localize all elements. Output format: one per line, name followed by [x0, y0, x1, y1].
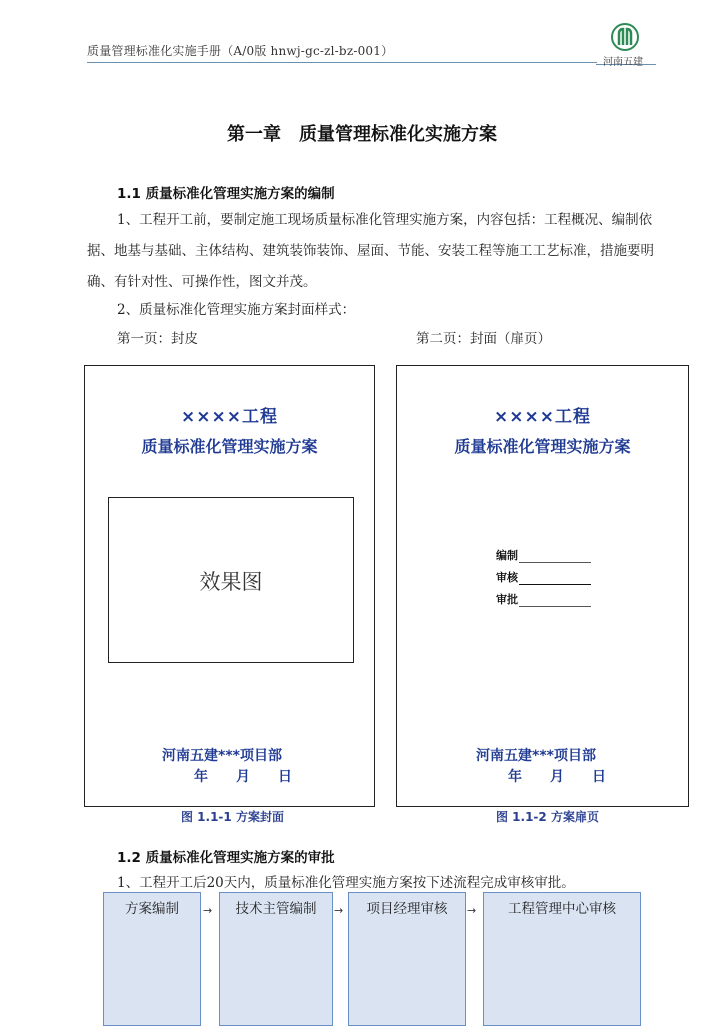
effect-image-label: 效果图 — [199, 570, 263, 594]
document-header-title: 质量管理标准化实施手册（A/0版 hnwj-gc-zl-bz-001） — [87, 44, 394, 58]
sign-compile-line — [519, 552, 591, 563]
page1-label: 第一页：封皮 — [117, 331, 198, 347]
flow-step-4-label: 工程管理中心审核 — [508, 901, 616, 917]
flow-step-4 — [483, 892, 641, 1026]
logo-text: 河南五建 — [603, 57, 643, 68]
flow-arrow-3: → — [467, 904, 477, 917]
chapter-title: 第一章 质量管理标准化实施方案 — [227, 124, 497, 145]
sign-review-line — [519, 574, 591, 585]
sign-compile-row — [496, 547, 591, 563]
sign-approve-row — [496, 591, 591, 607]
cover1-title-plan: 质量标准化管理实施方案 — [141, 437, 318, 456]
section-1-1-paragraph-2: 2、质量标准化管理实施方案封面样式： — [117, 302, 356, 318]
flow-arrow-2: → — [334, 904, 344, 917]
flow-step-3 — [348, 892, 466, 1026]
sign-approve-label: 审批 — [496, 593, 518, 606]
cover-sample-2 — [396, 365, 689, 807]
flow-arrow-1: → — [203, 904, 213, 917]
section-1-1-title: 1.1 质量标准化管理实施方案的编制 — [117, 186, 335, 202]
cover2-date: 年 月 日 — [508, 769, 606, 785]
sign-review-row — [496, 569, 591, 585]
flow-step-2 — [219, 892, 333, 1026]
section-1-1-paragraph-1: 1、工程开工前，要制定施工现场质量标准化管理实施方案，内容包括：工程概况、编制依据、地基与基础、主体结构、建筑装饰装饰、屋面、节能、安装工程等施工工艺标准，措施要明确、有针对性、可操作性，图文并茂。 — [87, 212, 654, 290]
sign-review-label: 审核 — [496, 571, 518, 584]
effect-image-placeholder — [108, 497, 354, 663]
cover-sample-1 — [84, 365, 375, 807]
sign-compile-label: 编制 — [496, 549, 518, 562]
figure-caption-2: 图 1.1-2 方案扉页 — [496, 810, 599, 824]
page2-label: 第二页：封面（扉页） — [416, 331, 551, 347]
cover1-title-project: ××××工程 — [181, 407, 278, 427]
cover1-dept: 河南五建***项目部 — [162, 748, 282, 764]
flow-step-2-label: 技术主管编制 — [235, 901, 317, 917]
cover2-title-plan: 质量标准化管理实施方案 — [454, 437, 631, 456]
header-divider — [87, 62, 597, 63]
section-1-2-title: 1.2 质量标准化管理实施方案的审批 — [117, 850, 335, 866]
flow-step-1-label: 方案编制 — [125, 901, 179, 917]
cover1-date: 年 月 日 — [194, 769, 292, 785]
flow-step-1 — [103, 892, 201, 1026]
cover2-dept: 河南五建***项目部 — [476, 748, 596, 764]
figure-caption-1: 图 1.1-1 方案封面 — [181, 810, 284, 824]
flow-step-3-label: 项目经理审核 — [366, 901, 448, 917]
cover2-title-project: ××××工程 — [494, 407, 591, 427]
section-1-2-paragraph-1: 1、工程开工后20天内，质量标准化管理实施方案按下述流程完成审核审批。 — [117, 875, 575, 891]
sign-approve-line — [519, 596, 591, 607]
hnwj-logo-icon — [610, 22, 640, 52]
